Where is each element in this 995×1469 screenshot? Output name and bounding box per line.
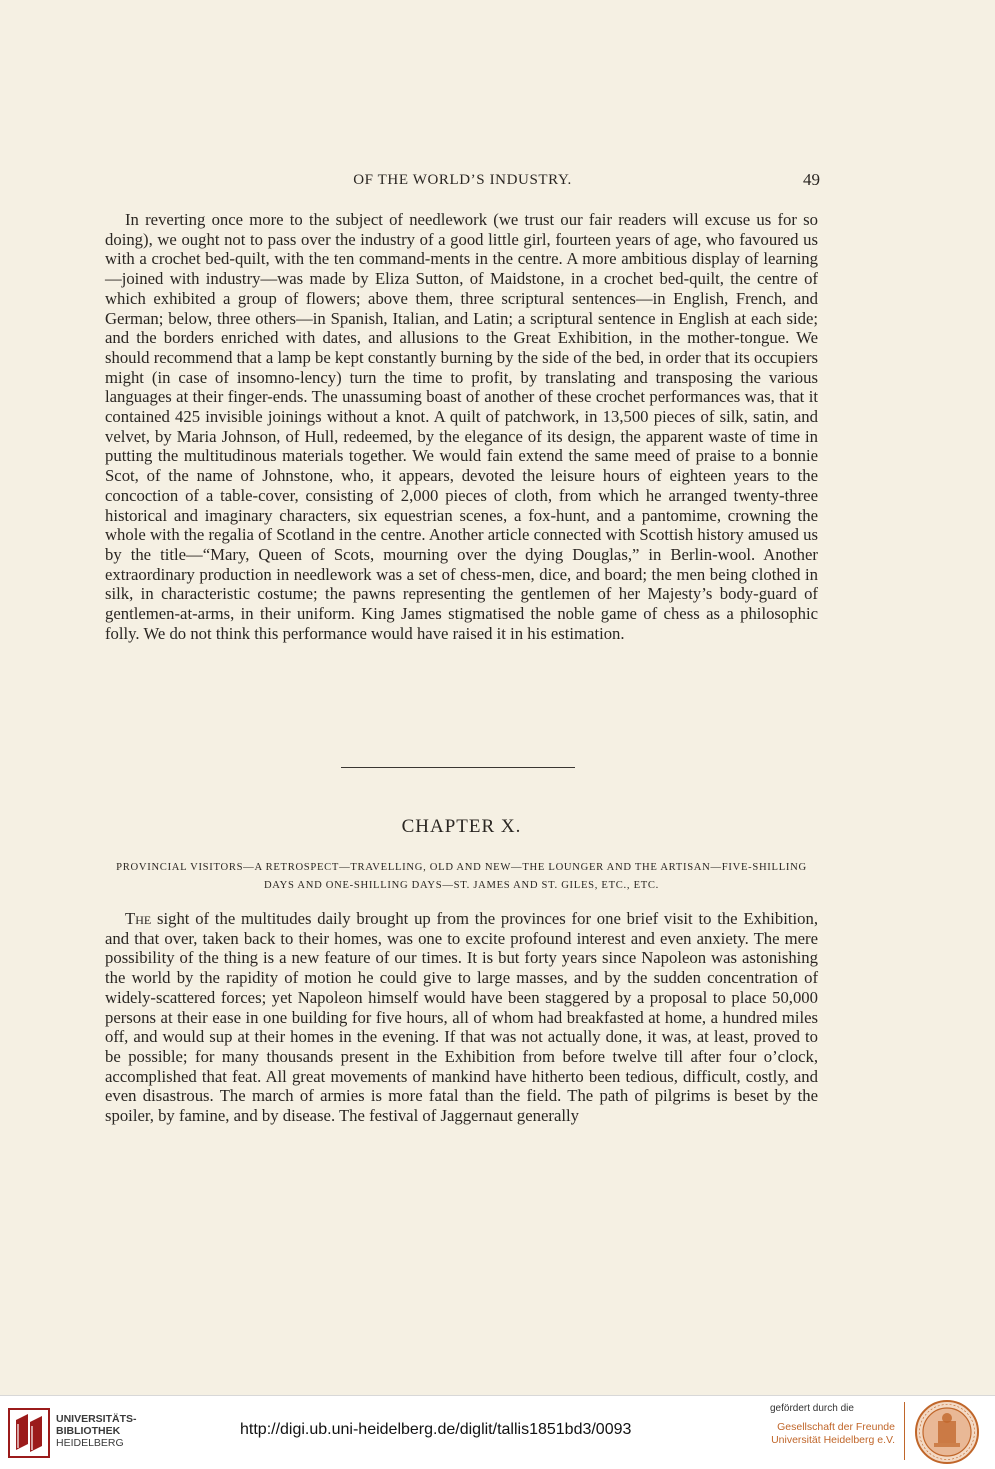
library-name-line: UNIVERSITÄTS- — [56, 1413, 137, 1425]
chapter-title: CHAPTER X. — [401, 816, 522, 837]
paragraph-body: sight of the multitudes daily brought up from the provinces for one brief visit to the Exhibition, and that over, taken back to their homes, was one to excite profound interest and even anxiety. The mere possibility of the thing is a new feature of our times. It is but forty years since Napoleon was astonishing the world by the rapidity of motion he could give to large masses, and by the sudden concentration of widely-scattered forces; yet Napoleon himself would have been staggered by a proposal to place 50,000 persons at their ease in one building for five hours, all of whom had breakfasted at home, a hundred miles off, and would sup at their homes in the evening. If that was not actually done, it was, at least, proved to be possible; for many thousands present in the Exhibition from before twelve till after four o’clock, accomplished that feat. All great movements of mankind have hitherto been tedious, difficult, costly, and even disastrous. The march of armies is more fatal than the field. The path of pilgrims is beset by the spoiler, by famine, and by disease. The festival of Jaggernaut generally — [105, 909, 818, 1126]
digitization-footer — [0, 1395, 995, 1469]
permalink-url[interactable]: http://digi.ub.uni-heidelberg.de/diglit/tallis1851bd3/0093 — [240, 1421, 632, 1438]
paragraph-provincial-visitors — [105, 909, 818, 1126]
paragraph-needlework — [105, 210, 818, 643]
running-title: OF THE WORLD’S INDUSTRY. — [353, 172, 572, 188]
paragraph-text — [105, 909, 818, 1126]
university-seal-icon — [914, 1399, 980, 1465]
sponsor-line: Gesellschaft der Freunde — [777, 1421, 895, 1433]
library-name-line: HEIDELBERG — [56, 1437, 124, 1449]
sponsor-name — [770, 1421, 895, 1447]
page-number: 49 — [803, 170, 820, 189]
funded-by-label: gefördert durch die — [770, 1403, 854, 1414]
sponsor-divider — [904, 1402, 905, 1460]
library-name — [56, 1413, 137, 1449]
paragraph-lead-word: The — [125, 909, 152, 928]
library-name-line: BIBLIOTHEK — [56, 1425, 121, 1437]
paragraph-text: In reverting once more to the subject of needlework (we trust our fair readers will excuse us for so doing), we ought not to pass over the industry of a good little girl, fourteen years of age, who favoured us with a crochet bed-quilt, with the ten command-ments in the centre. A more ambitious display of learning—joined with industry—was made by Eliza Sutton, of Maidstone, in a crochet bed-quilt, the centre of which exhibited a group of flowers; above them, three scriptural sentences—in English, French, and German; below, three others—in Spanish, Italian, and Latin; a scriptural sentence in English at each side; and the borders enriched with dates, and allusions to the Great Exhibition, in the mother-tongue. We should recommend that a lamp be kept constantly burning by the side of the bed, in order that its occupiers might (in case of insomno-lency) turn the time to profit, by translating and transposing the various languages at their finger-ends. The unassuming boast of another of these crochet performances was, that it contained 425 invisible joinings without a knot. A quilt of patchwork, in 13,500 pieces of silk, satin, and velvet, by Maria Johnson, of Hull, redeemed, by the elegance of its design, the apparent waste of time in putting the multitudinous materials together. We would fain extend the same meed of praise to a bonnie Scot, of the name of Johnstone, who, it appears, devoted the leisure hours of eighteen years to the concoction of a table-cover, consisting of 2,000 pieces of cloth, from which he arranged twenty-three historical and imaginary characters, six equestrian scenes, a fox-hunt, and a pantomime, crowning the whole with the regalia of Scotland in the centre. Another article connected with Scottish history amused us by the title—“Mary, Queen of Scots, mourning over the dying Douglas,” in Berlin-wool. Another extraordinary production in needlework was a set of chess-men, dice, and board; the men being clothed in silk, in characteristic costume; the pawns representing the gentlemen of her Majesty’s body-guard of gentlemen-at-arms, in their uniform. King James stigmatised the noble game of chess as a philosophic folly. We do not think this performance would have raised it in his estimation. — [105, 210, 818, 643]
sponsor-line: Universität Heidelberg e.V. — [771, 1434, 895, 1446]
university-library-logo-icon — [8, 1408, 50, 1458]
section-divider — [341, 767, 575, 768]
chapter-summary: PROVINCIAL VISITORS—A RETROSPECT—TRAVELLING, OLD AND NEW—THE LOUNGER AND THE ARTISAN—FIVE-SHILLING DAYS AND ONE-SHILLING DAYS—ST. JAMES AND ST. GILES, ETC., ETC. — [116, 862, 807, 891]
running-head — [105, 172, 820, 194]
